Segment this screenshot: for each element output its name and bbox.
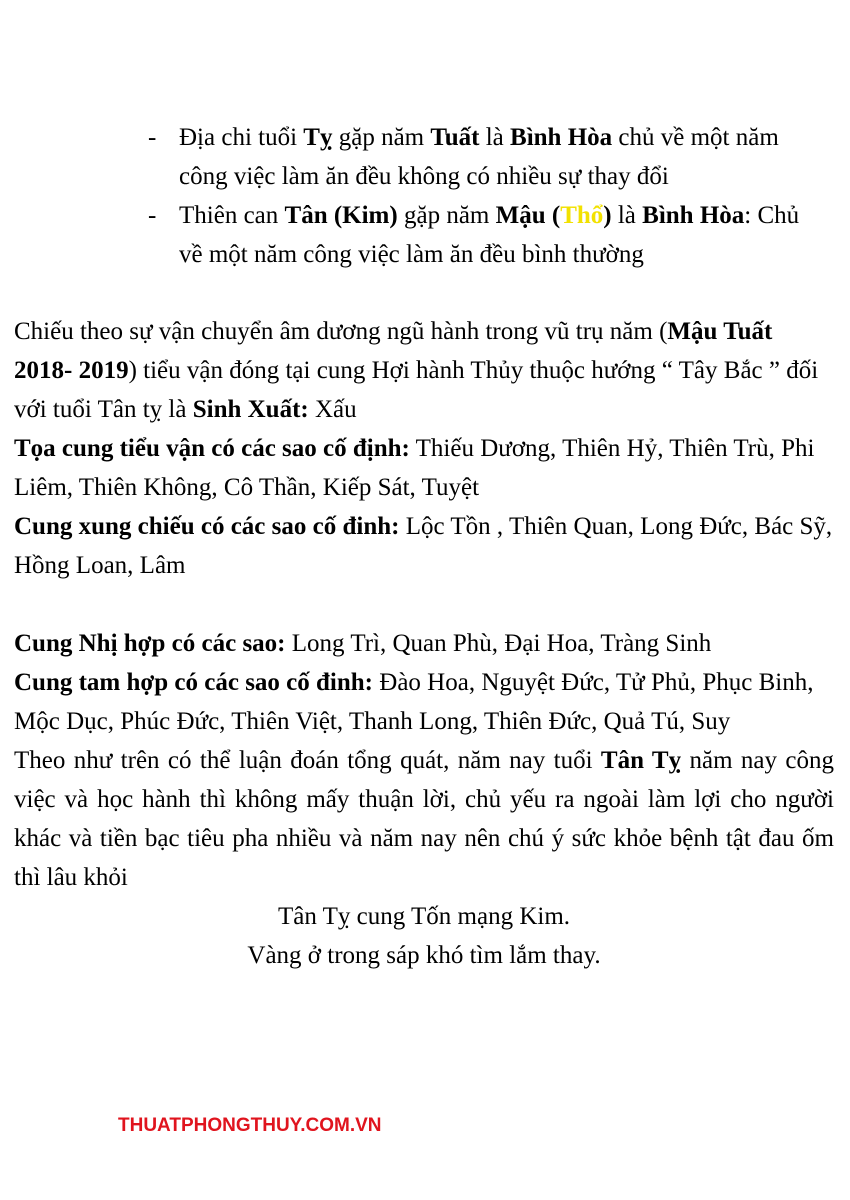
paragraph <box>14 429 834 507</box>
bullet-dash: - <box>148 202 157 229</box>
bold-text: Cung xung chiếu có các sao cố đinh: <box>14 513 400 540</box>
bold-text: Cung Nhị hợp có các sao: <box>14 630 286 657</box>
text-run: chủ về một năm công việc làm ăn đều không có nhiều sự thay đổi <box>179 124 779 190</box>
bold-text: Mậu Tuất 2018- 2019 <box>14 318 773 384</box>
paragraph-gap <box>14 585 834 624</box>
bullet-item <box>148 196 808 274</box>
bullet-dash: - <box>148 124 157 151</box>
bold-text: Tọa cung tiểu vận có các sao cố định: <box>14 435 410 462</box>
bold-text: Thổ <box>560 202 604 229</box>
bold-text: Bình Hòa <box>642 202 745 229</box>
bold-text: Tân (Kim) <box>284 202 398 229</box>
text-run: gặp năm <box>397 202 496 229</box>
text-run: năm nay công việc và học hành thì không mấy thuận lời, chủ yếu ra ngoài làm lợi cho người khác và tiền bạc tiêu pha nhiều và năm nay nên chú ý sức khỏe bệnh tật đau ốm thì lâu khỏi <box>14 747 834 891</box>
text-run: là <box>479 124 511 151</box>
bold-text: ) <box>603 202 612 229</box>
text-run: Xấu <box>308 396 357 423</box>
bold-text: Tuất <box>430 124 480 151</box>
bold-text: Tỵ <box>303 124 333 151</box>
bullet-list <box>148 118 808 274</box>
text-run: ) tiểu vận đóng tại cung Hợi hành Thủy thuộc hướng “ Tây Bắc ” đối với tuổi Tân tỵ là <box>14 357 819 423</box>
verse-line: Vàng ở trong sáp khó tìm lắm thay. <box>247 942 601 969</box>
text-run: Thiếu Dương, Thiên Hỷ, Thiên Trù, Phi Liêm, Thiên Không, Cô Thần, Kiếp Sát, Tuyệt <box>14 435 815 501</box>
text-run: Địa chi tuổi <box>179 124 304 151</box>
text-run: Thiên can <box>179 202 285 229</box>
text-run: Lộc Tồn , Thiên Quan, Long Đức, Bác Sỹ, Hồng Loan, Lâm <box>14 513 833 579</box>
paragraph <box>14 741 834 897</box>
text-run: Chiếu theo sự vận chuyển âm dương ngũ hành trong vũ trụ năm ( <box>14 318 668 345</box>
text-run: là <box>611 202 643 229</box>
footer-watermark: THUATPHONGTHUY.COM.VN <box>118 1115 382 1136</box>
bold-text: Bình Hòa <box>510 124 613 151</box>
bold-text: Tân Tỵ <box>600 747 682 774</box>
bold-text: Cung tam hợp có các sao cố đinh: <box>14 669 374 696</box>
paragraph <box>14 312 834 429</box>
text-run: Đào Hoa, Nguyệt Đức, Tử Phủ, Phục Binh, Mộc Dục, Phúc Đức, Thiên Việt, Thanh Long, Thiên Đức, Quả Tú, Suy <box>14 669 814 735</box>
paragraph <box>14 624 834 663</box>
bold-text: Mậu ( <box>495 202 561 229</box>
bullet-item <box>148 118 808 196</box>
paragraph <box>14 507 834 585</box>
bold-text: Sinh Xuất: <box>192 396 309 423</box>
text-run: : Chủ về một năm công việc làm ăn đều bình thường <box>179 202 800 268</box>
verse-line: Tân Tỵ cung Tốn mạng Kim. <box>277 903 571 930</box>
paragraph <box>14 663 834 741</box>
document-body <box>14 312 834 975</box>
text-run: Theo như trên có thể luận đoán tổng quát, năm nay tuổi <box>14 747 601 774</box>
text-run: Long Trì, Quan Phù, Đại Hoa, Tràng Sinh <box>285 630 712 657</box>
text-run: gặp năm <box>332 124 431 151</box>
